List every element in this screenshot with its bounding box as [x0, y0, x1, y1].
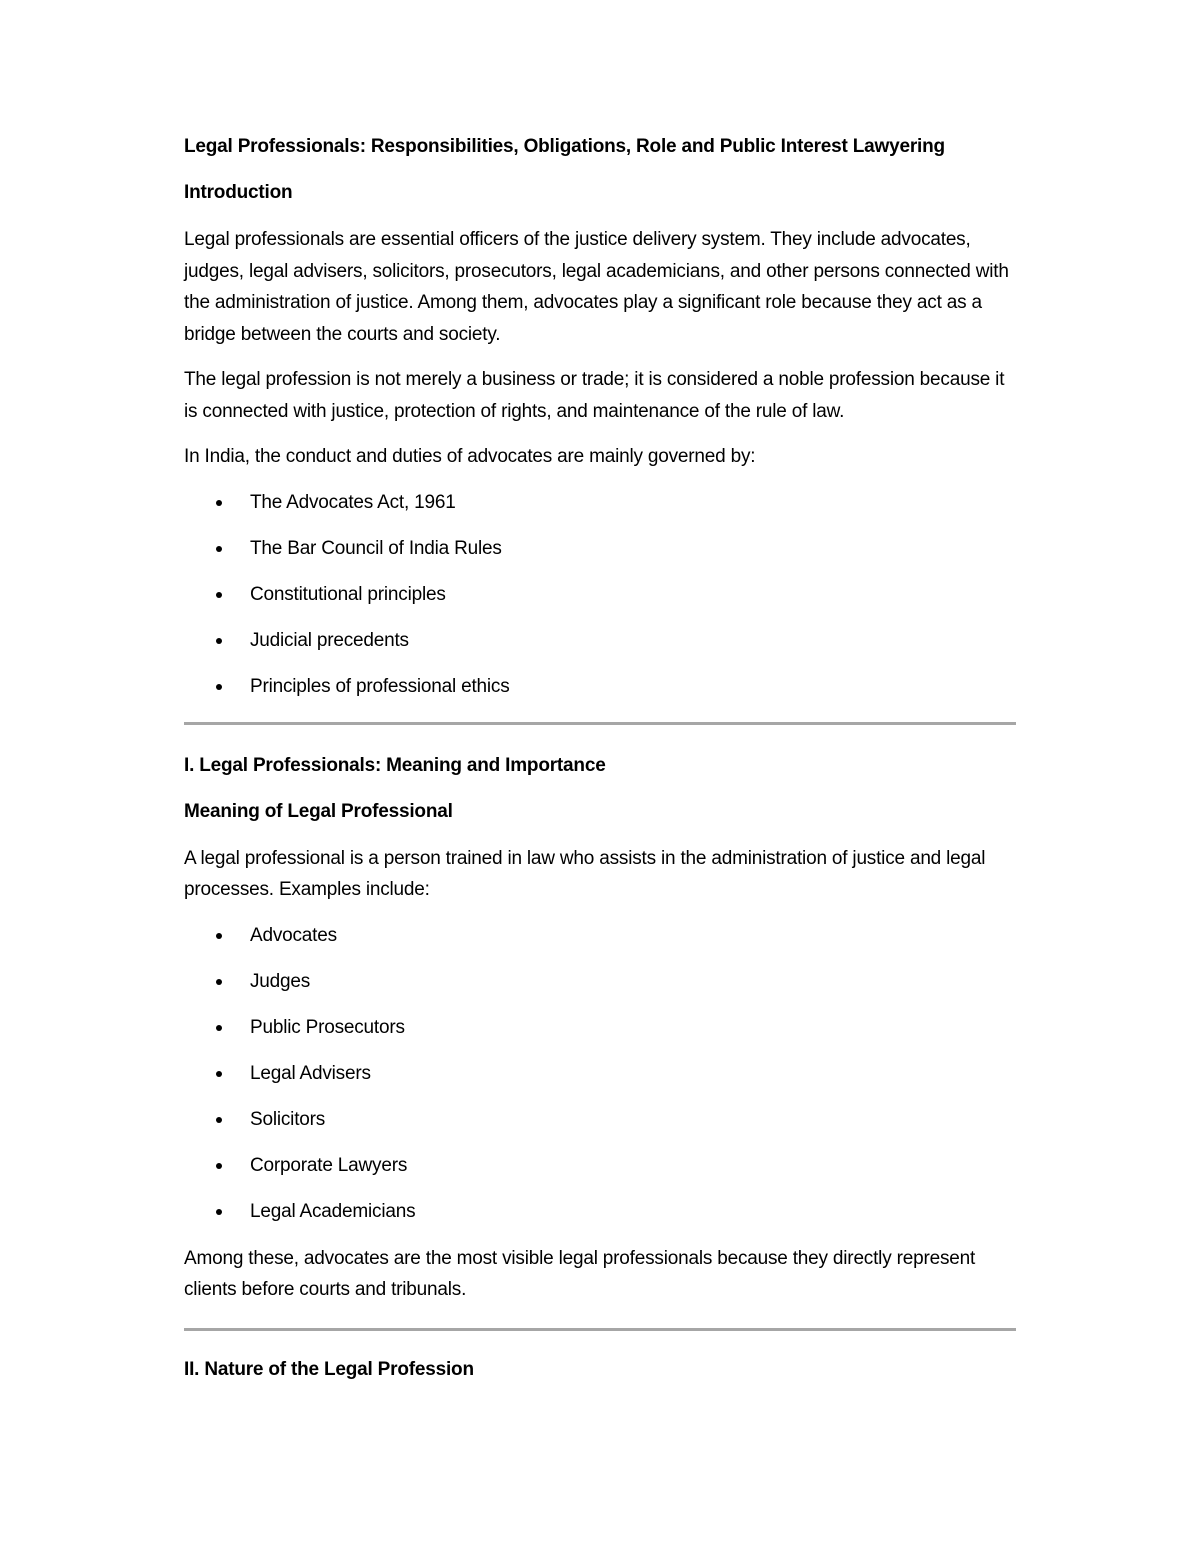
intro-heading: Introduction	[184, 182, 293, 203]
section-1-heading: I. Legal Professionals: Meaning and Importance	[184, 754, 606, 776]
list-item: Principles of professional ethics	[184, 672, 1016, 702]
bullet-icon	[216, 1117, 222, 1123]
intro-paragraph-1: Legal professionals are essential officers of the justice delivery system. They include advocates, judges, legal advisers, solicitors, prosecutors, legal academicians, and other persons connected with the administration of justice. Among them, advocates play a significant role because they act as a bridge between the courts and society.	[184, 229, 1009, 345]
document-page	[184, 130, 1016, 1401]
list-item: Judicial precedents	[184, 626, 1016, 656]
intro-paragraph-3: In India, the conduct and duties of advocates are mainly governed by:	[184, 446, 756, 467]
bullet-icon	[216, 1163, 222, 1169]
section-1-subheading: Meaning of Legal Professional	[184, 800, 453, 822]
legal-professionals-list	[184, 921, 1016, 1227]
list-item: Judges	[184, 967, 1016, 997]
bullet-icon	[216, 1209, 222, 1215]
list-item: Corporate Lawyers	[184, 1151, 1016, 1181]
section-1-paragraph: A legal professional is a person trained in law who assists in the administration of justice and legal processes. Examples include:	[184, 847, 986, 900]
list-item: Legal Advisers	[184, 1059, 1016, 1089]
bullet-icon	[216, 500, 222, 506]
list-item: Constitutional principles	[184, 580, 1016, 610]
section-divider	[184, 722, 1016, 725]
bullet-icon	[216, 979, 222, 985]
bullet-icon	[216, 933, 222, 939]
bullet-icon	[216, 546, 222, 552]
bullet-icon	[216, 684, 222, 690]
document-title: Legal Professionals: Responsibilities, Obligations, Role and Public Interest Lawyering	[184, 136, 945, 157]
bullet-icon	[216, 592, 222, 598]
list-item: Public Prosecutors	[184, 1013, 1016, 1043]
list-item: The Advocates Act, 1961	[184, 488, 1016, 518]
section-2-heading: II. Nature of the Legal Profession	[184, 1358, 474, 1380]
bullet-icon	[216, 1071, 222, 1077]
section-divider	[184, 1328, 1016, 1331]
list-item: Solicitors	[184, 1105, 1016, 1135]
list-item: The Bar Council of India Rules	[184, 534, 1016, 564]
section-1-closing-paragraph: Among these, advocates are the most visible legal professionals because they directly represent clients before courts and tribunals.	[184, 1247, 976, 1300]
bullet-icon	[216, 638, 222, 644]
list-item: Legal Academicians	[184, 1197, 1016, 1227]
governing-sources-list	[184, 488, 1016, 702]
intro-paragraph-2: The legal profession is not merely a business or trade; it is considered a noble profession because it is connected with justice, protection of rights, and maintenance of the rule of law.	[184, 369, 1005, 422]
list-item: Advocates	[184, 921, 1016, 951]
bullet-icon	[216, 1025, 222, 1031]
